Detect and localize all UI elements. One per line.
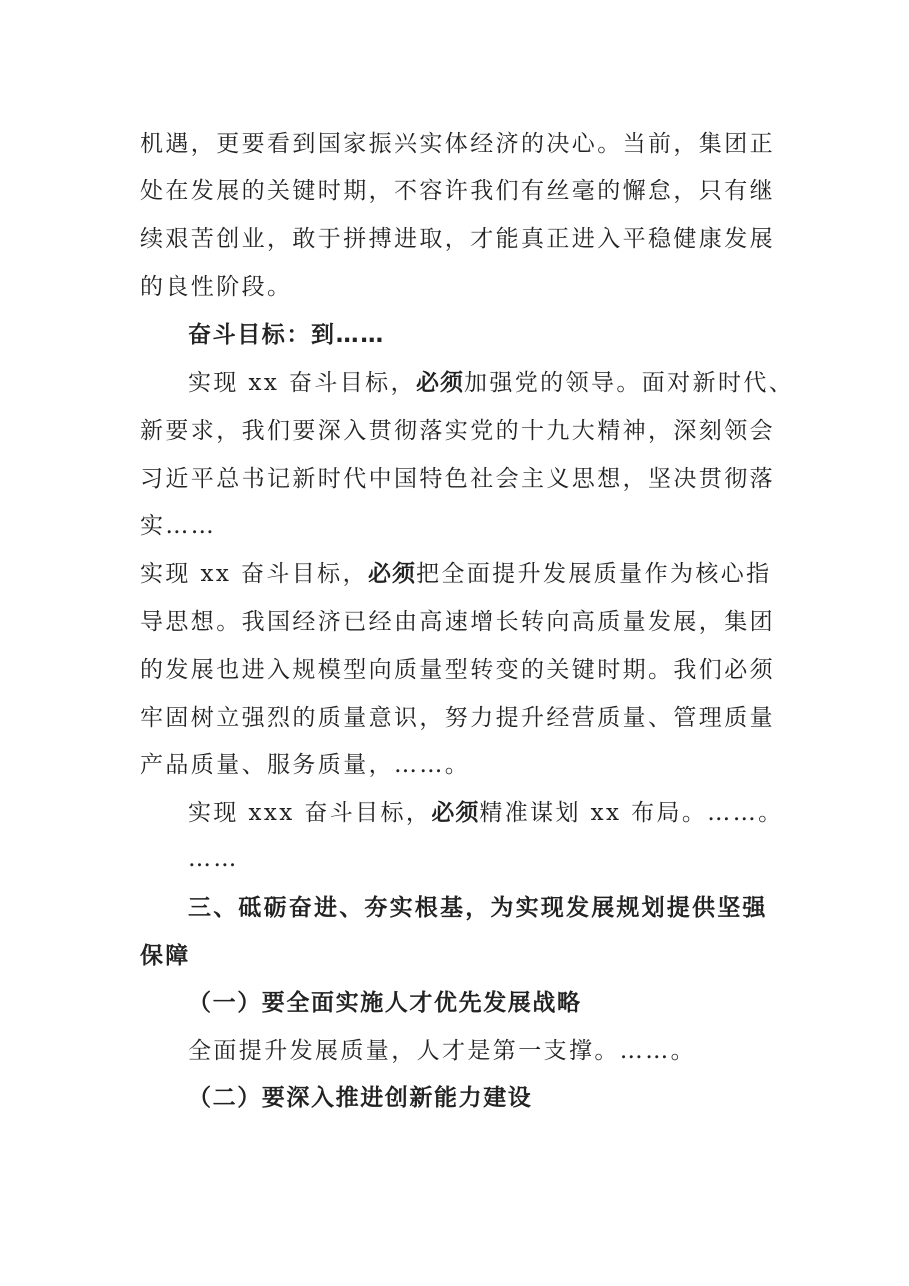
ellipsis-line: …… xyxy=(188,846,239,872)
goal-heading: 奋斗目标：到…… xyxy=(188,322,385,348)
body-line: 实…… xyxy=(140,513,217,539)
emphasis-text: 必须 xyxy=(431,800,480,826)
body-line: 全面提升发展质量，人才是第一支撑。……。 xyxy=(188,1038,696,1064)
paragraph-prefix: 实现 xx 奋斗目标， xyxy=(140,561,368,587)
body-line: 处在发展的关键时期，不容许我们有丝毫的懈怠，只有继 xyxy=(140,178,775,204)
paragraph-prefix: 实现 xx 奋斗目标， xyxy=(188,370,416,396)
body-line: 牢固树立强烈的质量意识，努力提升经营质量、管理质量 xyxy=(140,705,775,731)
emphasis-text: 必须 xyxy=(367,561,416,587)
body-line: 导思想。我国经济已经由高速增长转向高质量发展，集团 xyxy=(140,609,775,635)
body-line: 产品质量、服务质量，……。 xyxy=(140,752,471,778)
subsection-heading: （二）要深入推进创新能力建设 xyxy=(188,1085,533,1111)
section-heading-continued: 保障 xyxy=(140,943,191,969)
body-line: 机遇，更要看到国家振兴实体经济的决心。当前，集团正 xyxy=(140,131,775,157)
body-line: 习近平总书记新时代中国特色社会主义思想，坚决贯彻落 xyxy=(140,466,775,492)
body-line: 的良性阶段。 xyxy=(140,274,293,300)
paragraph-first-line xyxy=(188,798,784,828)
body-line: 续艰苦创业，敢于拼搏进取，才能真正进入平稳健康发展 xyxy=(140,226,775,252)
paragraph-first-line xyxy=(140,559,772,589)
paragraph-rest: 加强党的领导。面对新时代、 xyxy=(463,370,795,396)
body-line: 新要求，我们要深入贯彻落实党的十九大精神，深刻领会 xyxy=(140,418,775,444)
paragraph-rest: 把全面提升发展质量作为核心指 xyxy=(415,561,772,587)
section-heading: 三、砥砺奋进、夯实根基，为实现发展规划提供坚强 xyxy=(188,895,768,921)
paragraph-prefix: 实现 xxx 奋斗目标， xyxy=(188,800,432,826)
body-line: 的发展也进入规模型向质量型转变的关键时期。我们必须 xyxy=(140,657,775,683)
subsection-heading: （一）要全面实施人才优先发展战略 xyxy=(188,990,582,1016)
emphasis-text: 必须 xyxy=(415,370,464,396)
paragraph-rest: 精准谋划 xx 布局。……。 xyxy=(479,800,784,826)
paragraph-first-line xyxy=(188,368,794,398)
